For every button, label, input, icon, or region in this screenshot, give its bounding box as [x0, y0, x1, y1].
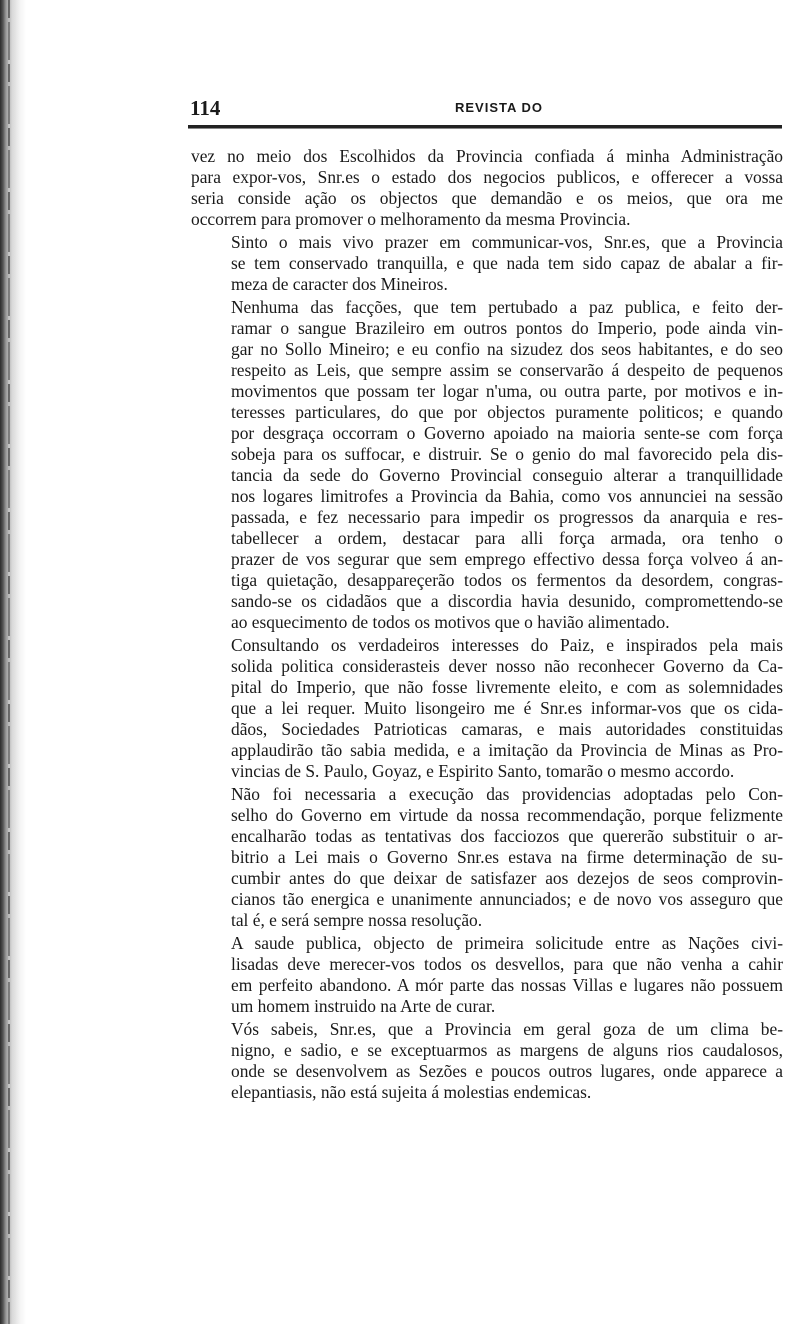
page-number: 114 — [190, 96, 221, 120]
text-line: ramar o sangue Brazileiro em outros pontos do Imperio, pode ainda vin- — [231, 318, 783, 338]
book-binding-edge — [0, 0, 26, 1324]
text-line: em perfeito abandono. A mór parte das nossas Villas e lugares não possuem — [231, 975, 783, 995]
text-line: movimentos que possam ter logar n'uma, ou outra parte, por motivos e in- — [231, 381, 783, 401]
text-line: encalharão todas as tentativas dos facciozos que quererão substituir o ar- — [231, 826, 783, 846]
text-line: selho do Governo em virtude da nossa recommendação, porque felizmente — [231, 805, 783, 825]
paragraph — [191, 297, 783, 633]
text-line: por desgraça occorram o Governo apoiado na maioria sente-se com força — [231, 423, 783, 443]
paragraph — [191, 933, 783, 1017]
text-line: que a lei requer. Muito lisongeiro me é Snr.es informar-vos que os cida- — [231, 698, 783, 718]
text-line: prazer de vos segurar que sem emprego effectivo dessa força volveo á an- — [231, 549, 783, 569]
text-line: passada, e fez necessario para impedir os progressos da anarquia e res- — [231, 507, 783, 527]
text-line: nigno, e sadio, e se exceptuarmos as margens de alguns rios caudalosos, — [231, 1040, 783, 1060]
paragraph — [191, 635, 783, 782]
paragraph — [191, 784, 783, 931]
paragraph — [191, 232, 783, 295]
page-header — [190, 96, 782, 126]
text-line: cianos tão energica e unanimente annunciados; e de novo vos asseguro que — [231, 889, 783, 909]
text-line: seria conside ação os objectos que demandão e os meios, que ora me — [191, 188, 783, 208]
running-head: REVISTA DO — [455, 100, 544, 115]
text-line: sobeja para os suffocar, e distruir. Se o genio do mal favorecido pela dis- — [231, 444, 783, 464]
text-line: respeito as Leis, que sempre assim se conservarão á despeito de pequenos — [231, 360, 783, 380]
text-line: lisadas deve merecer-vos todos os desvellos, para que não venha a cahir — [231, 954, 783, 974]
text-line: sando-se os cidadãos que a discordia havia desunido, compromettendo-se — [231, 591, 783, 611]
text-line: se tem conservado tranquilla, e que nada tem sido capaz de abalar a fir- — [231, 253, 783, 273]
text-line: um homem instruido na Arte de curar. — [231, 996, 496, 1016]
text-line: Consultando os verdadeiros interesses do Paiz, e inspirados pela mais — [231, 635, 783, 655]
text-line: gar no Sollo Mineiro; e eu confio na sizudez dos seos habitantes, e do seo — [231, 339, 783, 359]
text-line: ao esquecimento de todos os motivos que o havião alimentado. — [231, 612, 670, 632]
text-line: tal é, e será sempre nossa resolução. — [231, 910, 483, 930]
text-line: tabellecer a ordem, destacar para alli força armada, ora tenho o — [231, 528, 783, 548]
text-line: A saude publica, objecto de primeira solicitude entre as Nações civi- — [231, 933, 783, 953]
text-line: teresses particulares, do que por objectos puramente politicos; e quando — [231, 402, 783, 422]
text-line: bitrio a Lei mais o Governo Snr.es estava na firme determinação de su- — [231, 847, 783, 867]
text-line: applaudirão tão sabia medida, e a imitação da Provincia de Minas as Pro- — [231, 740, 783, 760]
text-line: elepantiasis, não está sujeita á molestias endemicas. — [231, 1082, 592, 1102]
text-line: cumbir antes do que deixar de satisfazer aos dezejos de seos comprovin- — [231, 868, 783, 888]
header-rule — [188, 125, 782, 129]
text-line: occorrem para promover o melhoramento da mesma Provincia. — [191, 209, 631, 229]
text-line: tiga quietação, desappareçerão todos os fermentos da desordem, congras- — [231, 570, 783, 590]
text-line: vincias de S. Paulo, Goyaz, e Espirito Santo, tomarão o mesmo accordo. — [231, 761, 735, 781]
text-line: tancia da sede do Governo Provincial conseguio alterar a tranquillidade — [231, 465, 783, 485]
text-line: onde se desenvolvem as Sezões e poucos outros lugares, onde apparece a — [231, 1061, 783, 1081]
text-line: solida politica considerasteis dever nosso não reconhecer Governo da Ca- — [231, 656, 783, 676]
body-text — [191, 146, 783, 1103]
paragraph — [191, 146, 783, 230]
text-line: vez no meio dos Escolhidos da Provincia confiada á minha Administração — [191, 146, 783, 166]
text-line: meza de caracter dos Mineiros. — [231, 274, 448, 294]
text-line: Nenhuma das facções, que tem pertubado a paz publica, e feito der- — [231, 297, 783, 317]
text-line: para expor-vos, Snr.es o estado dos negocios publicos, e offerecer a vossa — [191, 167, 783, 187]
text-line: pital do Imperio, que não fosse livremente eleito, e com as solemnidades — [231, 677, 783, 697]
text-line: Não foi necessaria a execução das providencias adoptadas pelo Con- — [231, 784, 783, 804]
text-line: Sinto o mais vivo prazer em communicar-vos, Snr.es, que a Provincia — [231, 232, 783, 252]
text-line: dãos, Sociedades Patrioticas camaras, e mais autoridades constituidas — [231, 719, 783, 739]
text-line: Vós sabeis, Snr.es, que a Provincia em geral goza de um clima be- — [231, 1019, 783, 1039]
text-line: nos logares limitrofes a Provincia da Bahia, como vos annunciei na sessão — [231, 486, 783, 506]
paragraph — [191, 1019, 783, 1103]
